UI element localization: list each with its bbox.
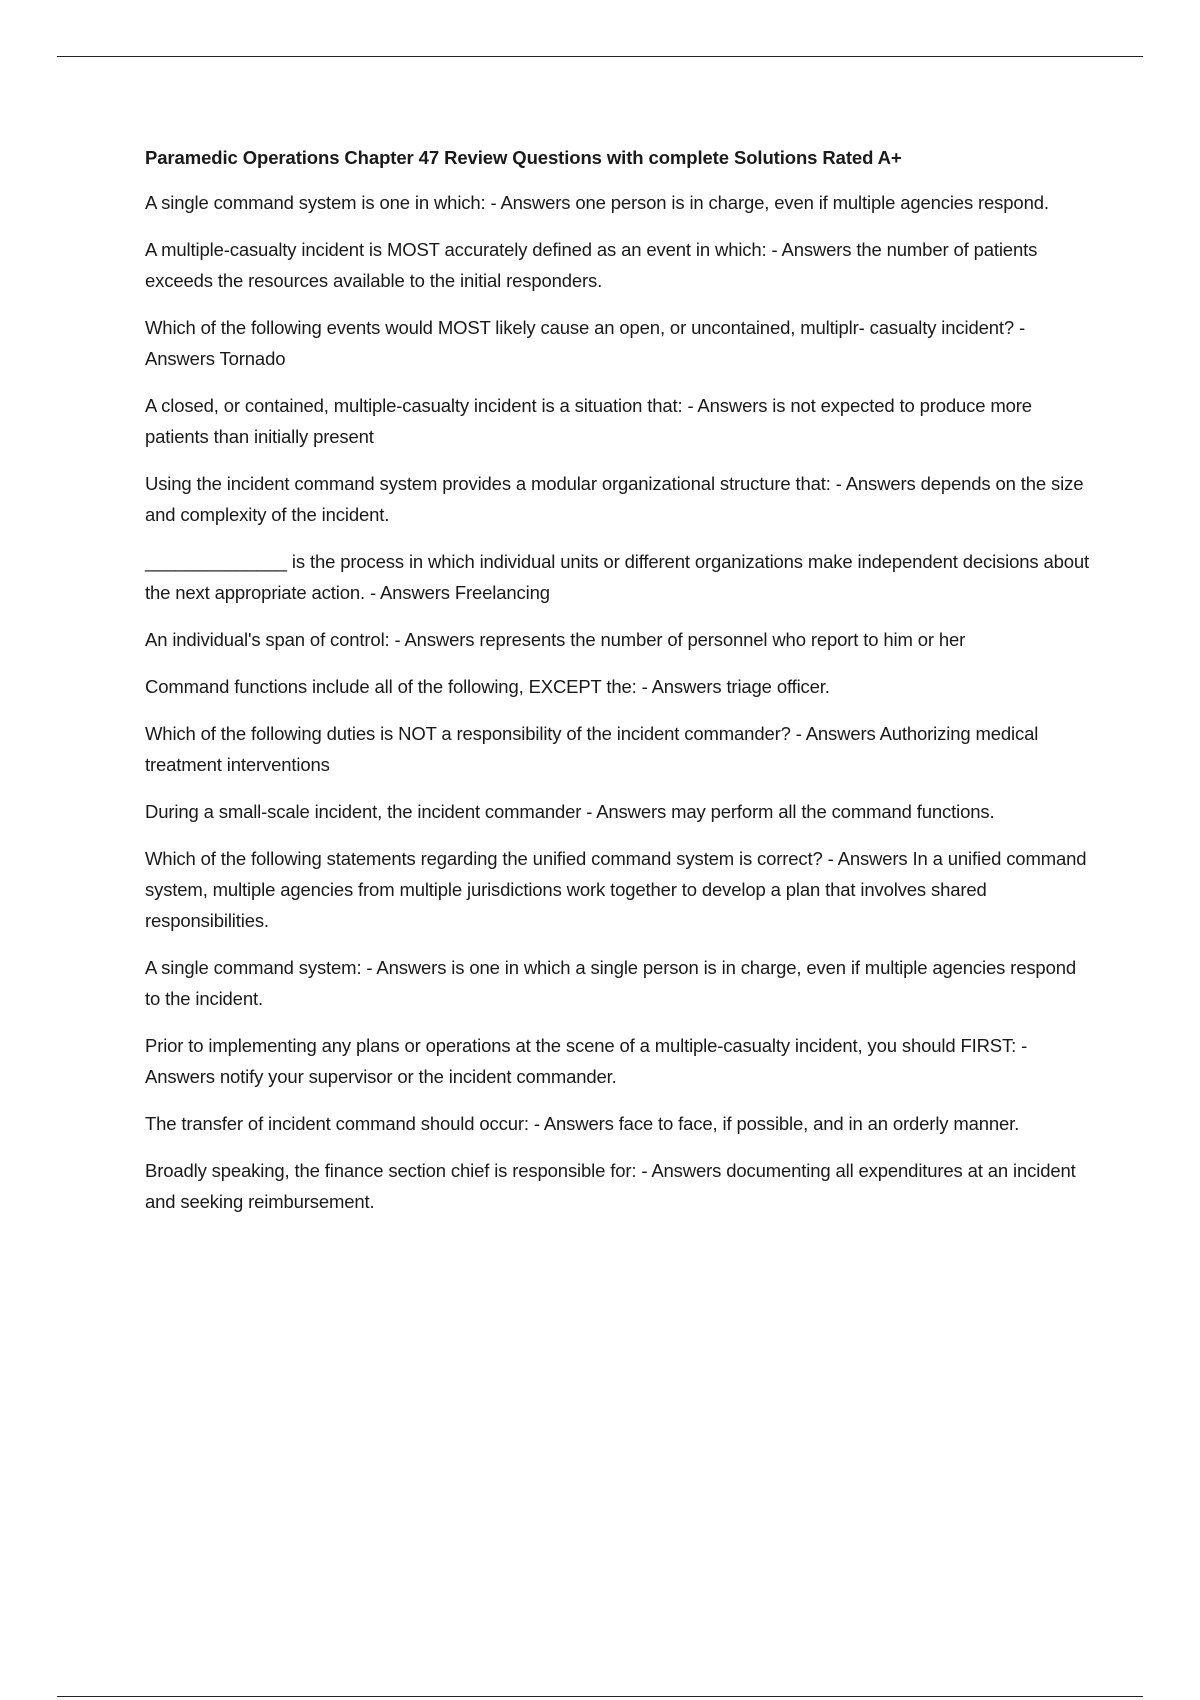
qa-item: Which of the following statements regarding the unified command system is correct? - Answers In a unified command system, multiple agencies from multiple jurisdictions work together to develop a plan that involves shared responsibilities.: [145, 848, 1087, 931]
qa-item: An individual's span of control: - Answers represents the number of personnel who report to him or her: [145, 629, 966, 650]
qa-item: A closed, or contained, multiple-casualty incident is a situation that: - Answers is not expected to produce more patients than initially present: [145, 395, 1032, 447]
qa-item: Prior to implementing any plans or operations at the scene of a multiple-casualty incident, you should FIRST: - Answers notify your supervisor or the incident commander.: [145, 1035, 1028, 1087]
qa-item: Using the incident command system provides a modular organizational structure that: - Answers depends on the size and complexity of the incident.: [145, 473, 1084, 525]
qa-item: The transfer of incident command should occur: - Answers face to face, if possible, and in an orderly manner.: [145, 1113, 1020, 1134]
document-title: Paramedic Operations Chapter 47 Review Questions with complete Solutions Rated A+: [145, 147, 902, 168]
qa-item: A multiple-casualty incident is MOST accurately defined as an event in which: - Answers the number of patients exceeds the resources available to the initial responders.: [145, 239, 1038, 291]
footer-rule: [57, 1696, 1143, 1697]
qa-item: Which of the following events would MOST likely cause an open, or uncontained, multiplr- casualty incident? - Answers Tornado: [145, 317, 1025, 369]
qa-item: Which of the following duties is NOT a responsibility of the incident commander? - Answers Authorizing medical treatment interventions: [145, 723, 1039, 775]
qa-item: A single command system is one in which: - Answers one person is in charge, even if multiple agencies respond.: [145, 192, 1049, 213]
header-rule: [57, 56, 1143, 57]
qa-item: Broadly speaking, the finance section chief is responsible for: - Answers documenting all expenditures at an incident and seeking reimbursement.: [145, 1160, 1076, 1212]
qa-item: Command functions include all of the following, EXCEPT the: - Answers triage officer.: [145, 676, 830, 697]
document-body: [145, 146, 1090, 1233]
qa-item: A single command system: - Answers is one in which a single person is in charge, even if multiple agencies respond to the incident.: [145, 957, 1076, 1009]
qa-item: ______________ is the process in which individual units or different organizations make independent decisions about the next appropriate action. - Answers Freelancing: [145, 551, 1090, 603]
qa-item: During a small-scale incident, the incident commander - Answers may perform all the command functions.: [145, 801, 995, 822]
